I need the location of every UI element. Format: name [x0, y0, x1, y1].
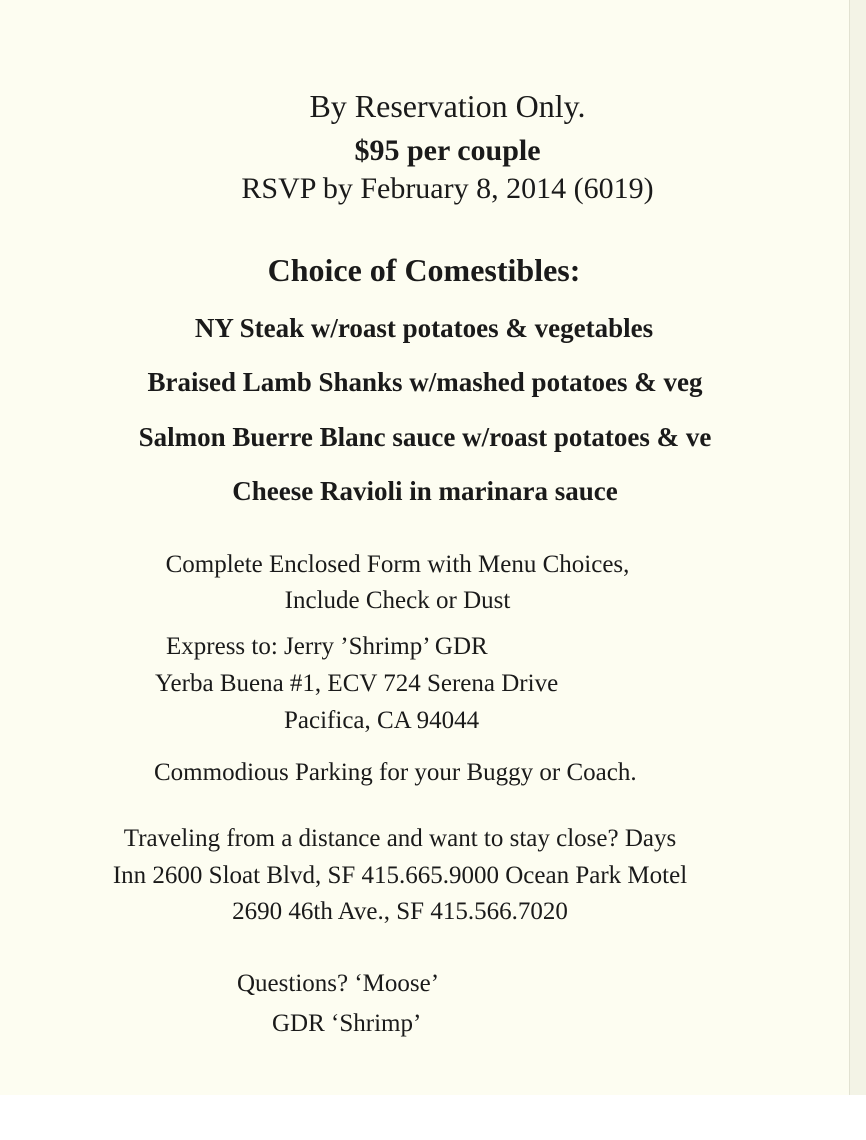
form-instruction-line1: Complete Enclosed Form with Menu Choices,	[165, 551, 630, 578]
rsvp-text: RSVP by February 8, 2014 (6019)	[241, 172, 654, 205]
parking-text: Commodious Parking for your Buggy or Coach.	[154, 759, 637, 786]
address-line1: Express to: Jerry ’Shrimp’ GDR	[166, 633, 488, 660]
menu-item-lamb: Braised Lamb Shanks w/mashed potatoes & veg	[147, 367, 703, 397]
price-text: $95 per couple	[354, 134, 541, 167]
menu-title: Choice of Comestibles:	[267, 252, 581, 288]
travel-line1: Traveling from a distance and want to stay close? Days	[123, 825, 677, 852]
form-instruction-line2: Include Check or Dust	[284, 587, 511, 614]
questions-line2: GDR ‘Shrimp’	[272, 1010, 422, 1037]
menu-item-steak: NY Steak w/roast potatoes & vegetables	[194, 313, 654, 343]
travel-line2: Inn 2600 Sloat Blvd, SF 415.665.9000 Ocean Park Motel	[112, 862, 688, 889]
menu-item-ravioli: Cheese Ravioli in marinara sauce	[232, 476, 618, 506]
questions-line1: Questions? ‘Moose’	[237, 970, 440, 997]
scan-edge-bottom	[0, 1095, 866, 1140]
reservation-only-text: By Reservation Only.	[309, 88, 586, 124]
menu-item-salmon: Salmon Buerre Blanc sauce w/roast potatoes & ve	[138, 422, 712, 452]
travel-line3: 2690 46th Ave., SF 415.566.7020	[232, 898, 568, 925]
address-line2: Yerba Buena #1, ECV 724 Serena Drive	[155, 670, 559, 697]
address-line3: Pacifica, CA 94044	[284, 707, 480, 734]
scan-edge-right	[849, 0, 866, 1140]
